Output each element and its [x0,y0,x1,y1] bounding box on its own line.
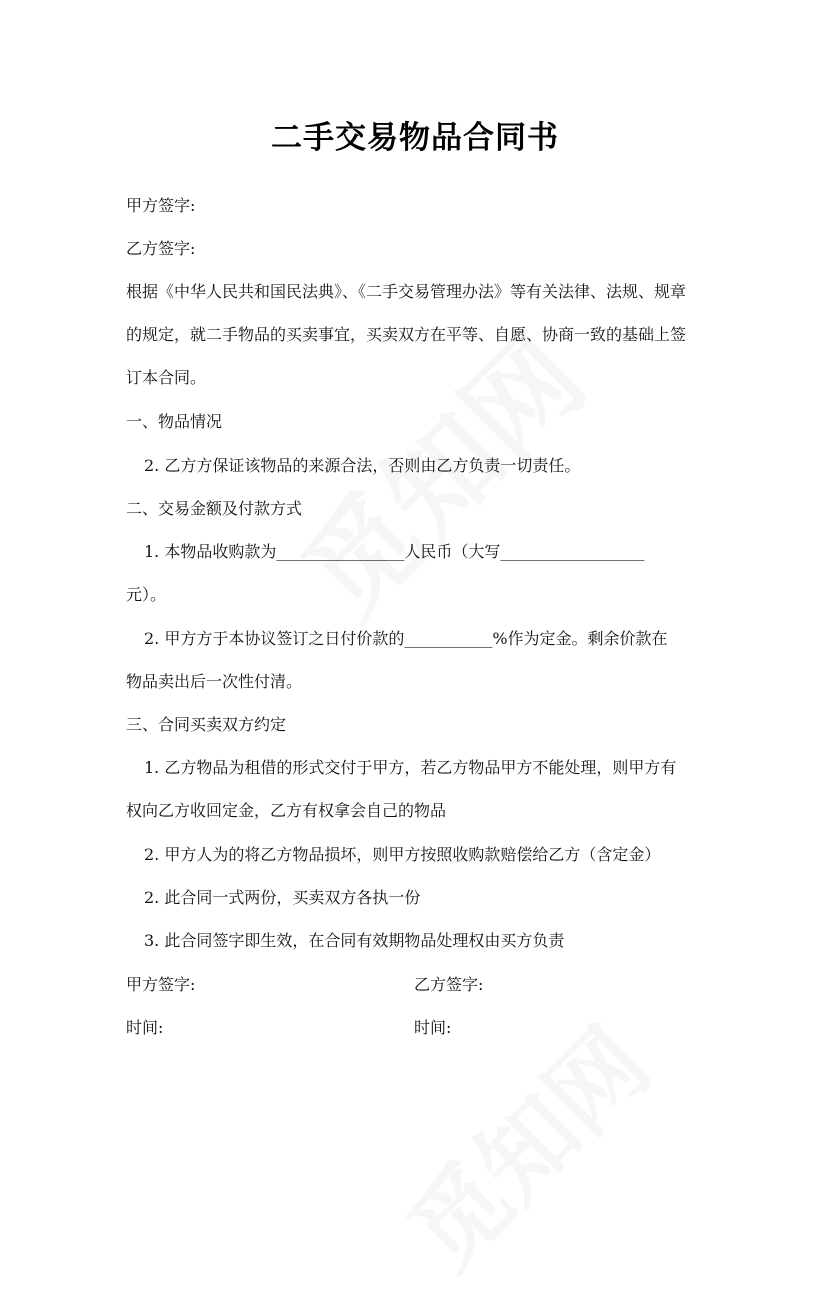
clause-text: 权向乙方收回定金，乙方有权拿会自己的物品 [126,801,447,820]
intro-paragraph-line: 订本合同。 [126,368,207,387]
clause-text: 2. 甲方人为的将乙方物品损坏，则甲方按照收购款赔偿给乙方（含定金） [144,845,661,864]
document-title: 二手交易物品合同书 [271,120,559,156]
clause-text: 1. 本物品收购款为________________人民币（大写__________________ [144,542,645,561]
party-b-signature-label: 乙方签字: [126,239,196,258]
intro-paragraph-line: 的规定，就二手物品的买卖事宜，买卖双方在平等、自愿、协商一致的基础上签 [126,325,687,344]
party-a-signature-label: 甲方签字: [126,196,196,215]
clause-text: 2. 甲方方于本协议签订之日付价款的___________%作为定金。剩余价款在 [144,629,668,648]
footer-party-b-signature-label: 乙方签字: [414,975,484,994]
clause-text: 2. 此合同一式两份，买卖双方各执一份 [144,888,421,907]
clause-text: 元）。 [126,585,167,604]
clause-text: 2. 乙方方保证该物品的来源合法，否则由乙方负责一切责任。 [144,456,581,475]
section-heading: 二、交易金额及付款方式 [126,499,303,518]
clause-text: 物品卖出后一次性付清。 [126,672,303,691]
intro-paragraph-line: 根据《中华人民共和国民法典》、《二手交易管理办法》等有关法律、法规、规章 [126,282,687,301]
footer-party-a-signature-label: 甲方签字: [126,975,196,994]
clause-text: 3. 此合同签字即生效，在合同有效期物品处理权由买方负责 [144,931,565,950]
footer-time-label-a: 时间: [126,1018,164,1037]
section-heading: 一、物品情况 [126,412,223,431]
clause-text: 1. 乙方物品为租借的形式交付于甲方，若乙方物品甲方不能处理，则甲方有 [144,758,677,777]
section-heading: 三、合同买卖双方约定 [126,715,287,734]
footer-time-label-b: 时间: [414,1018,452,1037]
